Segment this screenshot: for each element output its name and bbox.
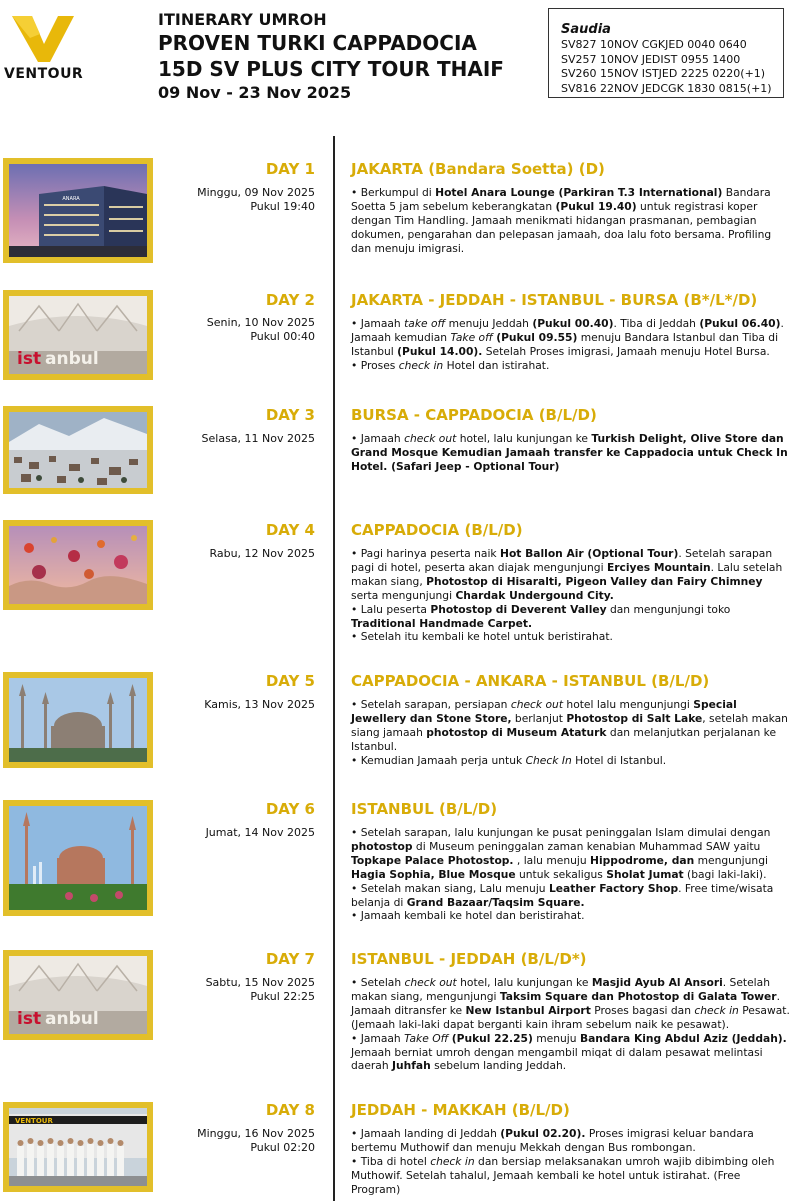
day2-label: DAY 2 [265,291,315,309]
day8-label: DAY 8 [265,1101,315,1119]
day4-label: DAY 4 [265,521,315,539]
flight-line: SV816 22NOV JEDCGK 1830 0815(+1) [561,81,772,95]
bus-text: VENTOUR [15,1117,53,1125]
package-title-line2: 15D SV PLUS CITY TOUR THAIF [158,57,504,81]
day7-description: • Setelah check out hotel, lalu kunjungan ke Masjid Ayub Al Ansori. Setelah makan siang, mengunjungi Taksim Square dan Photostop di Galata Tower. Jamaah ditransfer ke New Istanbul Airport Proses bagasi dan check in Pesawat. (Jemaah laki-laki dapat berganti kain ihram sebelum naik ke pesawat). • Jamaah Take Off (Pukul 22.25) menuju Bandara King Abdul Aziz (Jeddah). Jemaah berniat umroh dengan mengambil miqat di dalam pesawat melintasi daerah Juhfah sebelum landing Jeddah. [351,976,790,1073]
flight-line: SV260 15NOV ISTJED 2225 0220(+1) [561,67,766,80]
day1-date [197,186,315,214]
flight-line: SV827 10NOV CGKJED 0040 0640 [561,38,747,51]
day4-title: CAPPADOCIA (B/L/D) [351,521,523,539]
day-time: Pukul 22:25 [250,990,315,1003]
day7-photo [3,950,153,1040]
flight-line: SV257 10NOV JEDIST 0955 1400 [561,52,741,66]
day5-label: DAY 5 [265,672,315,690]
day-date: Kamis, 13 Nov 2025 [204,698,315,711]
svg-text:anbul: anbul [45,1009,99,1029]
day8-photo [3,1102,153,1192]
day4-date [209,547,315,561]
day5-photo [3,672,153,768]
day6-description: • Setelah sarapan, lalu kunjungan ke pusat peninggalan Islam dimulai dengan photostop di Museum peninggalan zaman kenabian Muhammad SAW yaitu Topkape Palace Photostop. , lalu menuju Hippodrome, dan mengunjungi Hagia Sophia, Blue Mosque untuk sekaligus Sholat Jumat (bagi laki-laki). • Setelah makan siang, Lalu menuju Leather Factory Shop. Free time/wisata belanja di Grand Bazaar/Taqsim Square. • Jamaah kembali ke hotel dan beristirahat. [351,826,774,923]
day1-label: DAY 1 [265,160,315,178]
day6-date [206,826,315,840]
package-dates: 09 Nov - 23 Nov 2025 [158,83,352,102]
logo-text: VENTOUR [4,66,84,82]
svg-text:ist: ist [17,349,42,369]
day8-date [197,1127,315,1155]
day6-photo [3,800,153,916]
day1-title: JAKARTA (Bandara Soetta) (D) [351,160,605,178]
day7-date [206,976,315,1004]
day8-title: JEDDAH - MAKKAH (B/L/D) [351,1101,570,1119]
day1-description: • Berkumpul di Hotel Anara Lounge (Parkiran T.3 International) Bandara Soetta 5 jam sebelum keberangkatan (Pukul 19.40) untuk registrasi koper dengan Tim Handling. Jamaah menikmati hidangan prasmanan, pembagian dokumen, pengarahan dan pelepasan jamaah, doa lalu foto bersama. Profiling dan menuju imigrasi. [351,186,772,255]
ventour-v-icon [10,14,76,64]
day5-title: CAPPADOCIA - ANKARA - ISTANBUL (B/L/D) [351,672,710,690]
day6-label: DAY 6 [265,800,315,818]
day2-description: • Jamaah take off menuju Jeddah (Pukul 00.40). Tiba di Jeddah (Pukul 06.40). Jamaah kemudian Take off (Pukul 09.55) menuju Bandara Istanbul dan Tiba di Istanbul (Pukul 14.00). Setelah Proses imigrasi, Jamaah menuju Hotel Bursa. • Proses check in Hotel dan istirahat. [351,317,784,372]
day-date: Selasa, 11 Nov 2025 [201,432,315,445]
timeline-divider [333,136,335,1201]
day-date: Sabtu, 15 Nov 2025 [205,976,315,989]
day-date: Rabu, 12 Nov 2025 [209,547,315,560]
day3-photo [3,406,153,494]
ventour-logo [4,14,82,84]
itinerary-subtitle: ITINERARY UMROH [158,10,327,29]
airline-name: Saudia [561,22,611,37]
day8-description: • Jamaah landing di Jeddah (Pukul 02.20). Proses imigrasi keluar bandara bertemu Muthowif dan menuju Mekkah dengan Bus rombongan. • Tiba di hotel check in dan bersiap melaksanakan umroh wajib dibimbing oleh Muthowif. Setelah tahalul, Jemaah kembali ke hotel untuk istirahat. (Free Program) [351,1127,775,1196]
day7-label: DAY 7 [265,950,315,968]
day1-photo [3,158,153,263]
package-title-line1: PROVEN TURKI CAPPADOCIA [158,31,477,55]
day4-photo [3,520,153,610]
day6-title: ISTANBUL (B/L/D) [351,800,498,818]
day2-title: JAKARTA - JEDDAH - ISTANBUL - BURSA (B*/L*/D) [351,291,758,309]
day2-date [207,316,315,344]
day-time: Pukul 00:40 [250,330,315,343]
day4-description: • Pagi harinya peserta naik Hot Ballon Air (Optional Tour). Setelah sarapan pagi di hotel, peserta akan diajak mengunjungi Erciyes Mountain. Lalu setelah makan siang, Photostop di Hisaralti, Pigeon Valley dan Fairy Chimney serta mengunjungi Chardak Undergound City. • Lalu peserta Photostop di Deverent Valley dan mengunjungi toko Traditional Handmade Carpet. • Setelah itu kembali ke hotel untuk beristirahat. [351,547,783,644]
day-date: Senin, 10 Nov 2025 [206,316,315,329]
svg-text:ist: ist [17,1009,42,1029]
itinerary-header [158,10,504,104]
day5-description: • Setelah sarapan, persiapan check out hotel lalu mengunjungi Special Jewellery dan Stone Store, berlanjut Photostop di Salt Lake, setelah makan siang jamaah photostop di Museum Ataturk dan melanjutkan perjalanan ke Istanbul. • Kemudian Jamaah perja untuk Check In Hotel di Istanbul. [351,698,788,767]
day7-title: ISTANBUL - JEDDAH (B/L/D*) [351,950,587,968]
day3-description: • Jamaah check out hotel, lalu kunjungan ke Turkish Delight, Olive Store dan Grand Mosque Kemudian Jamaah transfer ke Cappadocia untuk Check In Hotel. (Safari Jeep - Optional Tour) [351,432,788,473]
flight-info-box [548,8,784,98]
day-time: Pukul 02:20 [250,1141,315,1154]
svg-text:ANARA: ANARA [62,196,80,202]
day2-photo [3,290,153,380]
day-date: Minggu, 16 Nov 2025 [197,1127,315,1140]
svg-text:anbul: anbul [45,349,99,369]
day-time: Pukul 19:40 [250,200,315,213]
day5-date [204,698,315,712]
day3-label: DAY 3 [265,406,315,424]
day3-title: BURSA - CAPPADOCIA (B/L/D) [351,406,597,424]
day3-date [202,432,315,446]
day-date: Minggu, 09 Nov 2025 [197,186,315,199]
day-date: Jumat, 14 Nov 2025 [205,826,315,839]
